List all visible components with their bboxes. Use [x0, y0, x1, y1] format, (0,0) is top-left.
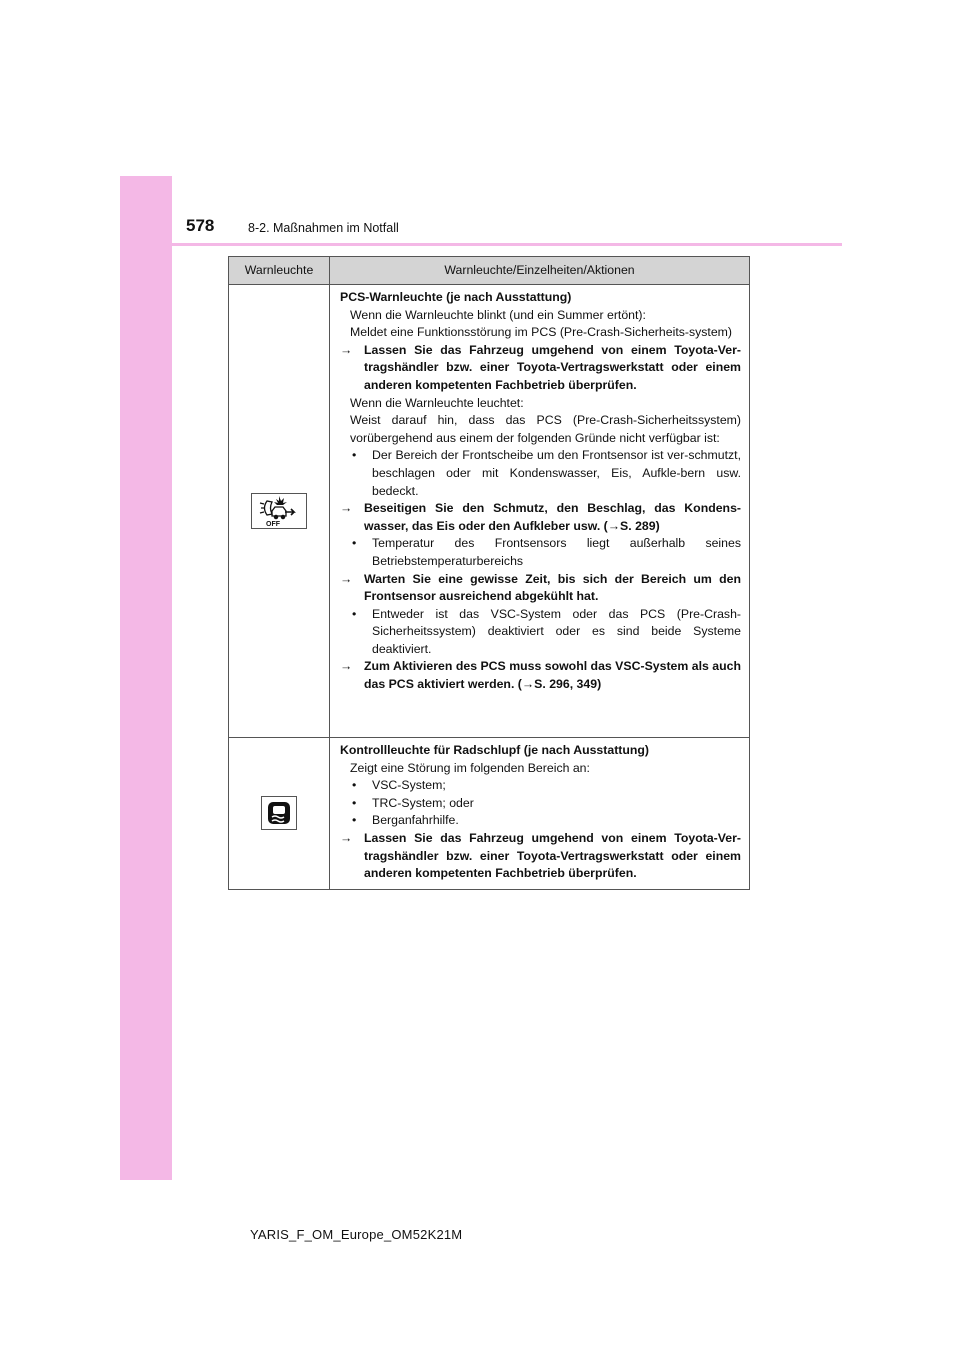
bullet-item	[340, 447, 741, 500]
warning-light-table	[228, 256, 750, 890]
arrow-icon: →	[340, 571, 353, 586]
action-item	[340, 830, 741, 883]
table-row	[229, 738, 750, 890]
item-text: Temperatur des Frontsensors liegt außerhalb seines Betriebstemperaturbereichs	[372, 536, 741, 568]
bullet-item	[340, 812, 741, 830]
bullet-icon: •	[352, 778, 357, 793]
item-text: Lassen Sie das Fahrzeug umgehend von einem Toyota-Ver-tragshändler bzw. einer Toyota-Vertragswerkstatt oder einem anderen kompetenten Fachbetrieb überprüfen.	[364, 342, 741, 392]
chapter-sidebar-tab	[120, 176, 172, 1180]
item-text: Warten Sie eine gewisse Zeit, bis sich der Bereich um den Frontsensor ausreichend abgekühlt hat.	[364, 571, 741, 604]
slip-indicator-icon	[261, 796, 297, 830]
action-item	[340, 342, 741, 395]
paragraph: Wenn die Warnleuchte leuchtet:	[350, 395, 524, 410]
action-item	[340, 571, 741, 606]
action-item	[340, 658, 741, 693]
details-cell	[330, 738, 750, 890]
column-header-warning-light: Warnleuchte	[229, 257, 330, 285]
bullet-icon: •	[352, 536, 357, 551]
paragraph: Meldet eine Funktionsstörung im PCS (Pre-Crash-Sicherheits-system)	[350, 325, 733, 340]
bullet-icon: •	[352, 448, 357, 463]
arrow-icon: →	[340, 830, 353, 845]
item-text: Der Bereich der Frontscheibe um den Frontsensor ist ver-schmutzt, beschlagen oder mit Kondenswasser, Eis, Aufkle-bern usw. bedeckt.	[372, 448, 741, 498]
arrow-icon: →	[340, 501, 353, 516]
table-header-row	[229, 257, 750, 285]
paragraph: Wenn die Warnleuchte blinkt (und ein Summer ertönt):	[350, 307, 646, 322]
warning-title: PCS-Warnleuchte (je nach Ausstattung)	[340, 290, 572, 304]
bullet-item	[340, 795, 741, 813]
item-text: TRC-System; oder	[372, 795, 474, 810]
page-number: 578	[186, 216, 215, 235]
paragraph: Zeigt eine Störung im folgenden Bereich an:	[350, 760, 590, 775]
item-text: VSC-System;	[372, 778, 446, 793]
bullet-icon: •	[352, 606, 357, 621]
details-cell	[330, 285, 750, 738]
arrow-icon: →	[340, 342, 353, 357]
item-text: Entweder ist das VSC-System oder das PCS (Pre-Crash-Sicherheitssystem) deaktiviert oder es sind beide Systeme deaktiviert.	[372, 606, 741, 656]
bullet-icon: •	[352, 813, 357, 828]
section-title: 8-2. Maßnahmen im Notfall	[248, 221, 399, 235]
paragraph: Weist darauf hin, dass das PCS (Pre-Crash-Sicherheitssystem) vorübergehend aus einem der folgenden Gründe nicht verfügbar ist:	[350, 413, 741, 445]
bullet-item	[340, 606, 741, 659]
icon-off-label: OFF	[266, 521, 280, 528]
warning-title: Kontrollleuchte für Radschlupf (je nach Ausstattung)	[340, 743, 650, 757]
item-text: Zum Aktivieren des PCS muss sowohl das VSC-System als auch das PCS aktiviert werden. (→S. 296, 349)	[364, 659, 741, 692]
header-rule	[120, 243, 842, 246]
pcs-off-warning-icon	[251, 493, 307, 529]
table-row	[229, 285, 750, 738]
column-header-details: Warnleuchte/Einzelheiten/Aktionen	[330, 257, 750, 285]
item-text: Beseitigen Sie den Schmutz, den Beschlag, das Kondens-wasser, das Eis oder den Aufkleber usw. (→S. 289)	[364, 501, 741, 533]
item-text: Lassen Sie das Fahrzeug umgehend von einem Toyota-Ver-tragshändler bzw. einer Toyota-Vertragswerkstatt oder einem anderen kompetenten Fachbetrieb überprüfen.	[364, 830, 741, 881]
item-text: Berganfahrhilfe.	[372, 813, 459, 828]
bullet-item	[340, 535, 741, 570]
document-id: YARIS_F_OM_Europe_OM52K21M	[250, 1227, 463, 1242]
bullet-icon: •	[352, 795, 357, 810]
bullet-item	[340, 777, 741, 795]
action-item	[340, 500, 741, 535]
icon-cell	[229, 738, 330, 890]
icon-cell	[229, 285, 330, 738]
arrow-icon: →	[340, 659, 353, 674]
